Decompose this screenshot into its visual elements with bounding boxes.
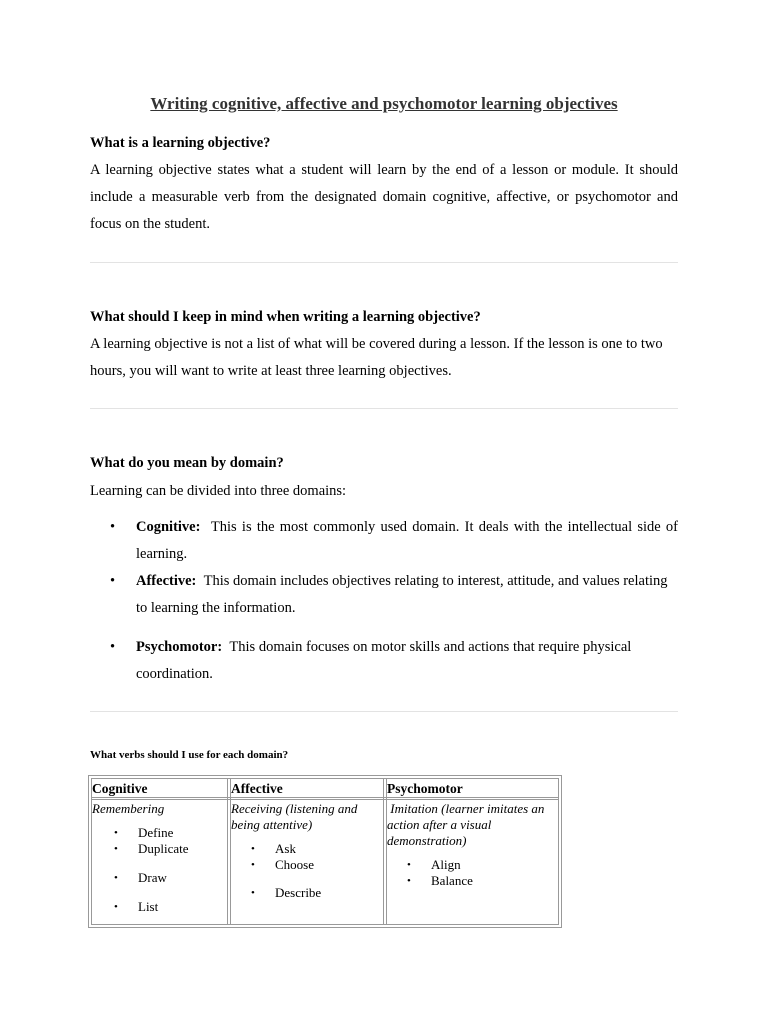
bullet-icon: • [251,887,255,899]
verbs-table [88,775,562,928]
section-body-what-is-objective: A learning objective states what a student will learn by the end of a lesson or module. It should include a measurable verb from the designated domain cognitive, affective, or psychomotor and focus on the student. [90,162,678,232]
bullet-icon: • [114,843,118,855]
section-body-keep-in-mind: A learning objective is not a list of what will be covered during a lesson. If the lesson is one to two hours, you will want to write at least three learning objectives. [90,336,663,379]
domain-label: Affective: [136,573,197,589]
section-heading-keep-in-mind: What should I keep in mind when writing a learning objective? [90,309,481,325]
table-header-cognitive: Cognitive [92,781,148,796]
bullet-icon: • [110,573,116,589]
bullet-icon: • [114,901,118,913]
domain-description: This is the most commonly used domain. It deals with the intellectual side of learning. [136,519,679,562]
bullet-icon: • [251,859,255,871]
domain-description: This domain focuses on motor skills and actions that require physical coordination. [136,639,632,682]
bullet-icon: • [251,843,255,855]
page-title: Writing cognitive, affective and psychomotor learning objectives [150,94,618,113]
divider [90,408,678,409]
table-header-psychomotor: Psychomotor [387,781,463,796]
section-heading-what-is-objective: What is a learning objective? [90,135,271,151]
bullet-icon: • [110,519,116,535]
domain-label: Cognitive: [136,519,201,535]
section-heading-domain: What do you mean by domain? [90,455,284,471]
bullet-icon: • [110,639,116,655]
divider [90,711,678,712]
table-category-psychomotor: Imitation (learner imitates an action after a visual demonstration) [387,801,548,848]
bullet-icon: • [114,827,118,839]
section-body-domain: Learning can be divided into three domains: [90,483,347,499]
domain-description: This domain includes objectives relating to interest, attitude, and values relating to learning the information. [136,573,668,616]
table-category-cognitive: Remembering [92,801,165,816]
table-column-cognitive: Cognitive Remembering • Define • Duplicate • Draw • List [92,779,229,924]
bullet-icon: • [407,875,411,887]
bullet-icon: • [407,859,411,871]
table-header-affective: Affective [231,781,283,796]
domain-label: Psychomotor: [136,639,223,655]
table-category-affective: Receiving (listening and being attentive) [231,801,358,832]
bullet-icon: • [114,872,118,884]
verbs-heading: What verbs should I use for each domain? [90,749,289,761]
table-column-psychomotor: Psychomotor Imitation (learner imitates an action after a visual demonstration) • Align • Balance [387,779,561,924]
table-column-affective: Affective Receiving (listening and being attentive) • Ask • Choose • Describe [231,779,385,924]
divider [90,262,678,263]
